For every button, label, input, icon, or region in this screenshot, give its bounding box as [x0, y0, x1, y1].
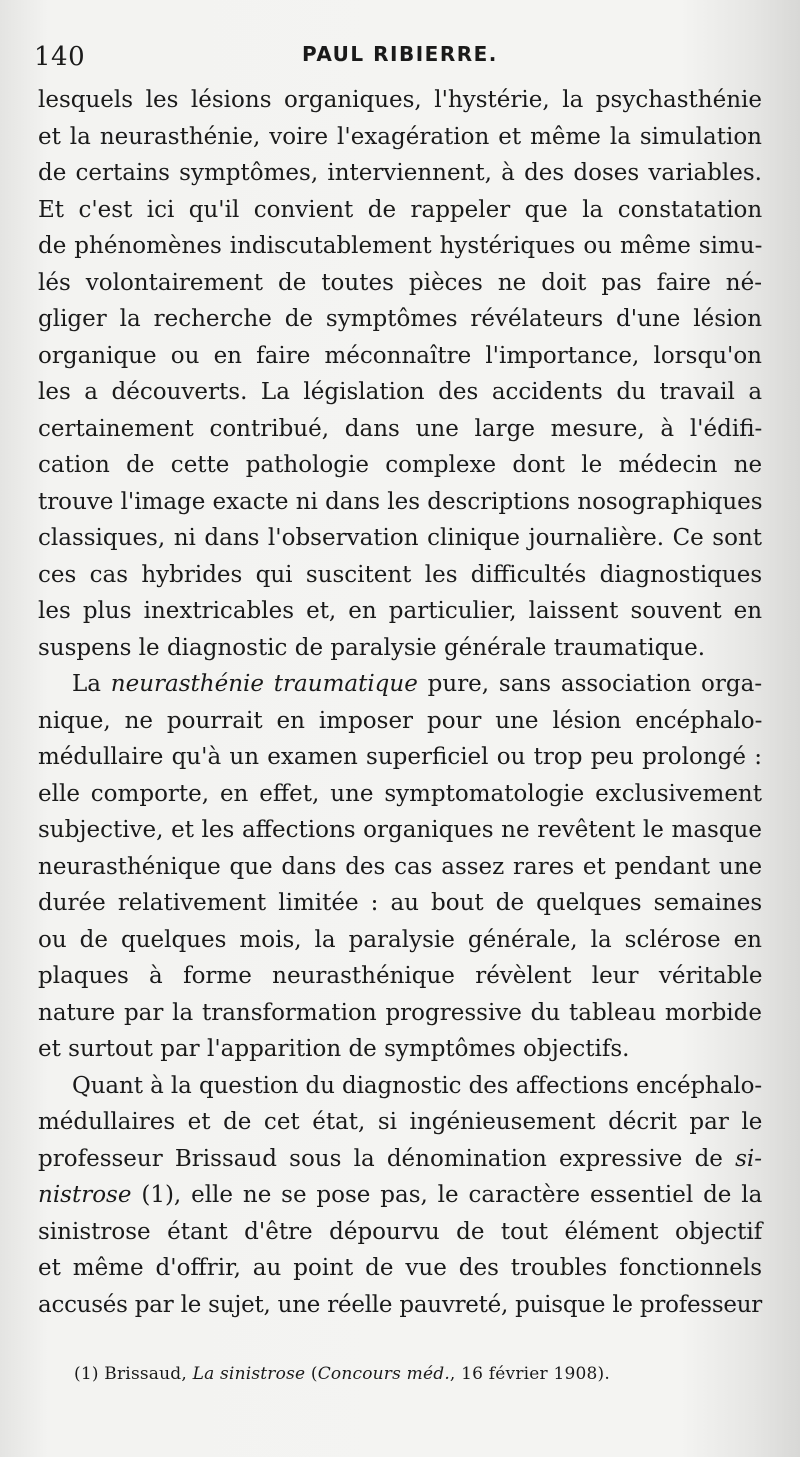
- text-line: de certains symptômes, interviennent, à des doses variables.: [38, 160, 762, 186]
- text-line: neurasthénique que dans des cas assez rares et pendant une: [38, 853, 763, 880]
- footnote-source: Concours méd.: [317, 1364, 450, 1384]
- running-head-title: PAUL RIBIERRE.: [302, 42, 498, 66]
- text-line: certainement contribué, dans une large mesure, à l'édifi-: [38, 415, 763, 442]
- text-line: ou de quelques mois, la paralysie générale, la sclérose en: [38, 926, 762, 953]
- text-line: les a découverts. La législation des accidents du travail a: [38, 379, 763, 405]
- text-line: trouve l'image exacte ni dans les descriptions nosographiques: [38, 488, 763, 515]
- text-line: nature par la transformation progressive du tableau morbide: [38, 999, 762, 1026]
- text-run: professeur Brissaud sous la dénomination expressive de: [38, 1145, 736, 1172]
- text-line: [38, 1141, 762, 1178]
- text-run: (1), elle ne se pose pas, le caractère essentiel de la: [131, 1182, 763, 1208]
- text-line: subjective, et les affections organiques ne revêtent le masque: [38, 817, 762, 843]
- text-line: plaques à forme neurasthénique révèlent leur véritable: [38, 963, 763, 989]
- italic-term: si-: [735, 1145, 763, 1172]
- footnote: [74, 1364, 610, 1384]
- text-line: classiques, ni dans l'observation clinique journalière. Ce sont: [38, 525, 762, 551]
- text-line: et surtout par l'apparition de symptômes objectifs.: [38, 1036, 630, 1062]
- text-run: (: [305, 1364, 318, 1384]
- text-line: [38, 666, 762, 703]
- paragraph-1: [38, 82, 762, 666]
- footnote-marker: (1) Brissaud,: [74, 1364, 193, 1384]
- text-line: médullaires et de cet état, si ingénieusement décrit par le: [38, 1109, 763, 1135]
- text-line: de phénomènes indiscutablement hystériques ou même simu-: [38, 233, 763, 259]
- italic-term: nistrose: [38, 1182, 132, 1208]
- footnote-title: La sinistrose: [192, 1364, 306, 1384]
- text-line: gliger la recherche de symptômes révélateurs d'une lésion: [38, 306, 763, 332]
- text-line: sinistrose étant d'être dépourvu de tout élément objectif: [38, 1218, 763, 1245]
- text-run: La: [72, 671, 111, 697]
- text-line: suspens le diagnostic de paralysie générale traumatique.: [38, 634, 706, 661]
- text-line: les plus inextricables et, en particulier, laissent souvent en: [38, 598, 763, 624]
- text-line: ces cas hybrides qui suscitent les difficultés diagnostiques: [38, 561, 763, 588]
- text-line: durée relativement limitée : au bout de quelques semaines: [38, 890, 763, 916]
- text-line: [38, 1177, 762, 1214]
- text-line: organique ou en faire méconnaître l'importance, lorsqu'on: [38, 342, 762, 369]
- text-line: elle comporte, en effet, une symptomatologie exclusivement: [38, 780, 762, 807]
- text-line: médullaire qu'à un examen superficiel ou trop peu prolongé :: [38, 744, 762, 770]
- text-line: accusés par le sujet, une réelle pauvreté, puisque le professeur: [38, 1291, 762, 1318]
- text-line: nique, ne pourrait en imposer pour une lésion encéphalo-: [38, 707, 763, 734]
- page-number: 140: [34, 42, 86, 72]
- italic-term: neurasthénie traumatique: [110, 671, 418, 697]
- text-line: lesquels les lésions organiques, l'hystérie, la psychasthénie: [38, 87, 762, 113]
- text-line: et la neurasthénie, voire l'exagération et même la simulation: [38, 123, 762, 150]
- text-line: Et c'est ici qu'il convient de rappeler que la constatation: [38, 196, 763, 223]
- text-line: lés volontairement de toutes pièces ne doit pas faire né-: [38, 269, 762, 296]
- text-run: , 16 février 1908).: [449, 1364, 610, 1384]
- body-text: [38, 82, 762, 1323]
- running-head: [30, 36, 770, 76]
- paragraph-3: [38, 1068, 762, 1324]
- paragraph-2: [38, 666, 762, 1068]
- text-run: pure, sans association orga-: [417, 671, 763, 697]
- text-line: et même d'offrir, au point de vue des troubles fonctionnels: [38, 1255, 762, 1281]
- text-line: cation de cette pathologie complexe dont le médecin ne: [38, 452, 763, 478]
- text-line: Quant à la question du diagnostic des affections encéphalo-: [72, 1072, 762, 1099]
